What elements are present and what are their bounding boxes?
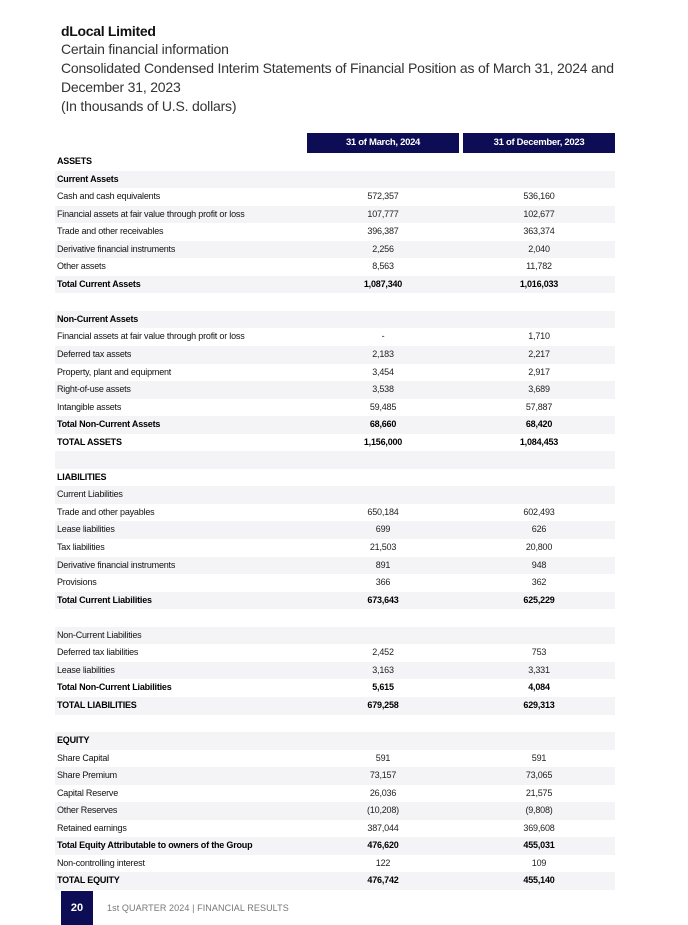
row-label: Total Non-Current Liabilities (57, 682, 172, 693)
table-row (55, 188, 615, 206)
row-label: ASSETS (57, 156, 92, 166)
row-label: Retained earnings (57, 822, 127, 833)
value-december-2023: 20,800 (525, 542, 553, 553)
table-row (55, 434, 615, 452)
row-label: Other assets (57, 261, 106, 272)
value-march-2024: - (381, 331, 385, 342)
subtitle-line-2: Consolidated Condensed Interim Statements of Financial Position as of March 31, 2024 and December 31, 2023 (61, 60, 614, 95)
row-label: Derivative financial instruments (57, 559, 176, 570)
table-row (55, 802, 615, 820)
table-row (55, 223, 615, 241)
value-december-2023: 455,140 (523, 875, 555, 886)
value-december-2023: 626 (531, 524, 547, 535)
value-march-2024: 3,538 (372, 384, 394, 395)
value-december-2023: 629,313 (523, 699, 555, 710)
table-row (55, 732, 615, 750)
value-december-2023: 57,887 (525, 401, 553, 412)
value-march-2024: 8,563 (372, 261, 394, 272)
row-label: Total Current Liabilities (57, 594, 152, 605)
page-number: 20 (61, 891, 93, 925)
table-row (55, 381, 615, 399)
value-march-2024: 3,163 (372, 664, 394, 675)
table-row (55, 627, 615, 645)
row-label: Deferred tax liabilities (57, 647, 139, 658)
value-december-2023: 362 (531, 577, 547, 588)
page-footer (61, 891, 461, 925)
value-december-2023: 363,374 (523, 226, 555, 237)
table-row (55, 785, 615, 803)
value-december-2023: 948 (531, 559, 547, 570)
value-december-2023: 753 (531, 647, 547, 658)
company-name: dLocal Limited (61, 23, 156, 39)
table-row (55, 241, 615, 259)
table-row (55, 346, 615, 364)
row-label: Financial assets at fair value through profit or loss (57, 331, 245, 342)
value-march-2024: 679,258 (367, 699, 399, 710)
value-december-2023: 4,084 (528, 682, 550, 693)
table-row (55, 767, 615, 785)
table-row (55, 574, 615, 592)
table-row (55, 715, 615, 733)
row-label: Intangible assets (57, 401, 122, 412)
row-label: Share Premium (57, 770, 117, 781)
row-label: Current Assets (57, 173, 119, 184)
table-row (55, 557, 615, 575)
table-row (55, 820, 615, 838)
row-label: Capital Reserve (57, 787, 119, 798)
table-row (55, 697, 615, 715)
table-row (55, 293, 615, 311)
value-march-2024: 699 (375, 524, 391, 535)
row-label: Other Reserves (57, 805, 118, 816)
value-march-2024: 366 (375, 577, 391, 588)
row-label: Deferred tax assets (57, 349, 132, 360)
row-label: Property, plant and equipment (57, 366, 172, 377)
subtitle-line-3: (In thousands of U.S. dollars) (61, 98, 237, 114)
table-row (55, 328, 615, 346)
row-label: Right-of-use assets (57, 384, 131, 395)
value-march-2024: 673,643 (367, 594, 399, 605)
table-row (55, 837, 615, 855)
value-march-2024: 21,503 (369, 542, 397, 553)
table-body (55, 153, 615, 890)
value-march-2024: 59,485 (369, 401, 397, 412)
value-march-2024: 2,452 (372, 647, 394, 658)
row-label: Share Capital (57, 752, 109, 763)
value-december-2023: 73,065 (525, 770, 553, 781)
value-march-2024: 396,387 (367, 226, 399, 237)
value-march-2024: 122 (375, 857, 391, 868)
value-march-2024: 650,184 (367, 506, 399, 517)
table-row (55, 258, 615, 276)
value-march-2024: 572,357 (367, 191, 399, 202)
row-label: Trade and other receivables (57, 226, 164, 237)
table-row (55, 486, 615, 504)
table-row (55, 872, 615, 890)
value-december-2023: (9,808) (525, 805, 553, 816)
table-row (55, 521, 615, 539)
value-december-2023: 21,575 (525, 787, 553, 798)
row-label: Non-controlling interest (57, 857, 145, 868)
value-december-2023: 3,331 (528, 664, 550, 675)
table-row (55, 539, 615, 557)
table-row (55, 644, 615, 662)
value-december-2023: 1,016,033 (519, 278, 559, 289)
table-row (55, 592, 615, 610)
row-label: Provisions (57, 577, 97, 588)
row-label: Cash and cash equivalents (57, 191, 161, 202)
value-december-2023: 68,420 (525, 419, 553, 430)
value-december-2023: 602,493 (523, 506, 555, 517)
value-december-2023: 2,917 (528, 366, 550, 377)
document-header (61, 22, 631, 116)
row-label: Non-Current Liabilities (57, 629, 142, 640)
table-row (55, 276, 615, 294)
table-row (55, 469, 615, 487)
column-header-december-2023: 31 of December, 2023 (463, 133, 615, 153)
value-december-2023: 369,608 (523, 822, 555, 833)
row-label: TOTAL LIABILITIES (57, 699, 137, 710)
column-header-march-2024: 31 of March, 2024 (307, 133, 459, 153)
value-december-2023: 455,031 (523, 840, 555, 851)
row-label: Lease liabilities (57, 524, 115, 535)
value-december-2023: 2,217 (528, 349, 550, 360)
row-label: TOTAL EQUITY (57, 875, 120, 886)
row-label: EQUITY (57, 735, 90, 746)
table-row (55, 171, 615, 189)
value-march-2024: 5,615 (372, 682, 394, 693)
value-march-2024: 476,620 (367, 840, 399, 851)
row-label: Non-Current Assets (57, 313, 139, 324)
row-label: Trade and other payables (57, 506, 155, 517)
financial-position-table (55, 133, 615, 890)
value-march-2024: (10,208) (367, 805, 399, 816)
value-december-2023: 625,229 (523, 594, 555, 605)
column-header-row (55, 133, 615, 153)
row-label: Total Non-Current Assets (57, 419, 161, 430)
table-row (55, 662, 615, 680)
row-label: Current Liabilities (57, 489, 123, 500)
value-march-2024: 476,742 (367, 875, 399, 886)
table-row (55, 311, 615, 329)
row-label: Total Equity Attributable to owners of the Group (57, 840, 253, 851)
table-row (55, 609, 615, 627)
value-december-2023: 11,782 (526, 261, 552, 272)
row-label: Lease liabilities (57, 664, 115, 675)
table-row (55, 451, 615, 469)
value-march-2024: 26,036 (369, 787, 397, 798)
row-label: Total Current Assets (57, 278, 141, 289)
table-row (55, 855, 615, 873)
row-label: LIABILITIES (57, 471, 107, 482)
table-row (55, 153, 615, 171)
value-december-2023: 536,160 (523, 191, 555, 202)
row-label: Financial assets at fair value through profit or loss (57, 208, 245, 219)
value-december-2023: 2,040 (528, 243, 550, 254)
value-march-2024: 891 (375, 559, 391, 570)
value-december-2023: 1,084,453 (519, 436, 559, 447)
value-march-2024: 2,183 (372, 349, 394, 360)
table-row (55, 364, 615, 382)
table-row (55, 750, 615, 768)
value-march-2024: 591 (375, 752, 391, 763)
value-december-2023: 109 (531, 857, 547, 868)
value-march-2024: 1,156,000 (363, 436, 403, 447)
table-row (55, 679, 615, 697)
table-row (55, 504, 615, 522)
footer-text: 1st QUARTER 2024 | FINANCIAL RESULTS (107, 903, 289, 913)
value-december-2023: 102,677 (523, 208, 555, 219)
value-march-2024: 3,454 (372, 366, 394, 377)
value-december-2023: 3,689 (528, 384, 550, 395)
row-label: Tax liabilities (57, 542, 105, 553)
table-row (55, 206, 615, 224)
value-march-2024: 1,087,340 (363, 278, 403, 289)
value-march-2024: 387,044 (367, 822, 399, 833)
value-december-2023: 591 (531, 752, 547, 763)
row-label: Derivative financial instruments (57, 243, 176, 254)
value-december-2023: 1,710 (528, 331, 550, 342)
value-march-2024: 107,777 (367, 208, 399, 219)
table-row (55, 399, 615, 417)
table-row (55, 416, 615, 434)
value-march-2024: 68,660 (369, 419, 397, 430)
value-march-2024: 2,256 (372, 243, 394, 254)
value-march-2024: 73,157 (369, 770, 397, 781)
row-label: TOTAL ASSETS (57, 436, 122, 447)
subtitle-line-1: Certain financial information (61, 41, 229, 57)
